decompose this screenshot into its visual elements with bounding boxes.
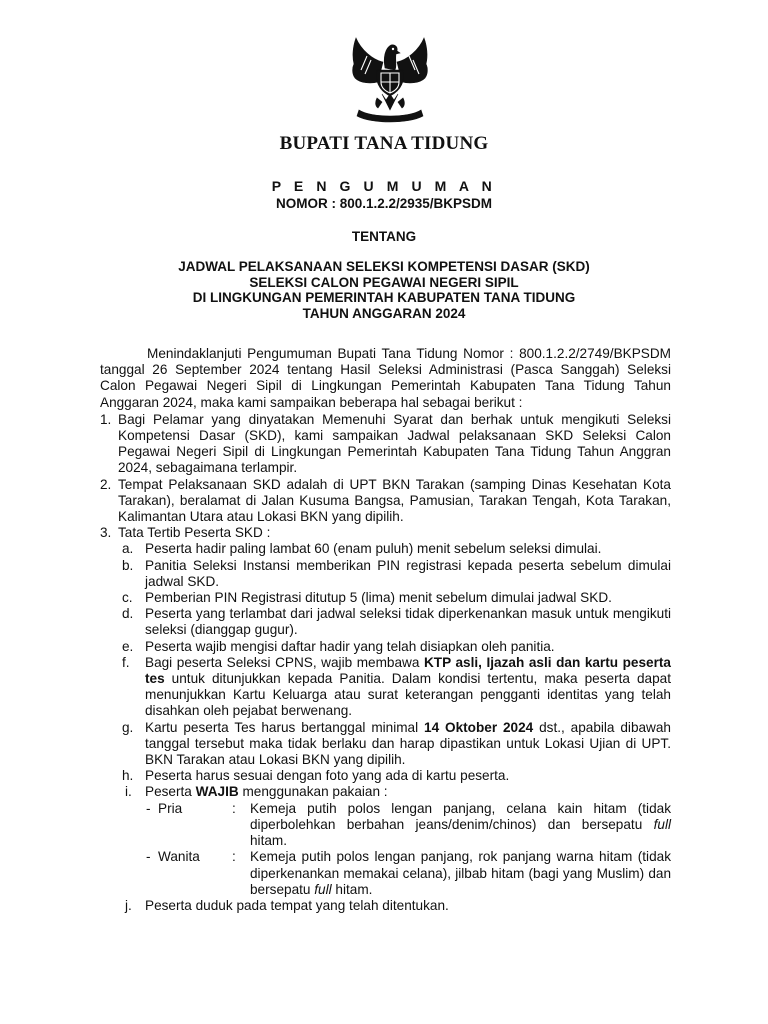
rule-marker: g. [122, 719, 134, 735]
rule-marker: i. [125, 784, 132, 800]
rule-marker: a. [122, 541, 134, 557]
attire-text: Kemeja putih polos lengan panjang, rok panjang warna hitam (tidak diperkenankan memakai celana), jilbab hitam (bagi yang Muslim) dan bersepatu [250, 849, 671, 897]
attire-dash: - [146, 849, 151, 865]
subject-line: SELEKSI CALON PEGAWAI NEGERI SIPIL [249, 274, 519, 290]
rule-text: Peserta duduk pada tempat yang telah ditentukan. [145, 897, 449, 913]
regent-title: BUPATI TANA TIDUNG [279, 133, 489, 154]
rule-marker: c. [122, 590, 133, 606]
rule-item-i [100, 784, 671, 800]
item-text: Tempat Pelaksanaan SKD adalah di UPT BKN Tarakan (samping Dinas Kesehatan Kota Tarakan), beralamat di Jalan Kusuma Bangsa, Pamusian, Tarakan Tengah, Kota Tarakan, Kalimantan Utara atau Lokasi BKN yang dipilih. [118, 476, 671, 525]
rule-text: Peserta yang terlambat dari jadwal seleksi tidak diperkenankan masuk untuk mengikuti seleksi (dianggap gugur). [145, 606, 671, 638]
attire-item-female [146, 849, 671, 898]
rule-item-g [100, 720, 671, 769]
attire-text: Kemeja putih polos lengan panjang, celana kain hitam (tidak diperbolehkan berbahan jeans/denim/chinos) dan bersepatu [250, 800, 671, 832]
rule-text: untuk ditunjukkan kepada Panitia. Dalam kondisi tertentu, maka peserta dapat menunjukkan Kartu Keluarga atau surat keterangan pengganti identitas yang telah disahkan oleh pejabat berwenang. [145, 671, 671, 719]
rule-item-j [100, 898, 671, 914]
subject-line: TAHUN ANGGARAN 2024 [302, 305, 466, 321]
attire-dash: - [146, 800, 151, 816]
attire-emphasis: full [314, 881, 332, 897]
rule-item-h [100, 768, 671, 784]
rule-text: Peserta harus sesuai dengan foto yang ada di kartu peserta. [145, 768, 510, 784]
rule-item-e [100, 639, 671, 655]
attire-text: hitam. [250, 833, 288, 849]
subject-line: DI LINGKUNGAN PEMERINTAH KABUPATEN TANA TIDUNG [192, 290, 576, 305]
subject-heading [0, 259, 768, 321]
rule-marker: j. [125, 897, 132, 913]
rule-text: menggunakan pakaian : [238, 784, 388, 800]
attire-colon: : [232, 849, 236, 865]
rule-emphasis: 14 Oktober 2024 [424, 719, 534, 735]
attire-label: Wanita [158, 849, 200, 865]
rule-text: Kartu peserta Tes harus bertanggal minimal [145, 719, 425, 735]
rule-marker: h. [122, 768, 134, 784]
item-marker: 3. [100, 525, 112, 541]
rule-text: dst., apabila dibawah tanggal tersebut maka tidak berlaku dan harap dipastikan untuk Lokasi Ujian di UPT. BKN Tarakan atau Lokasi BKN yang dipilih. [145, 719, 671, 768]
attire-emphasis: full [653, 816, 671, 832]
rule-marker: d. [122, 606, 134, 622]
numbered-item [100, 477, 671, 526]
attire-text: hitam. [331, 881, 373, 897]
rule-marker: f. [122, 654, 130, 670]
rule-text: Pemberian PIN Registrasi ditutup 5 (lima) menit sebelum dimulai jadwal SKD. [145, 590, 612, 606]
attire-label: Pria [158, 800, 183, 816]
rule-text: Panitia Seleksi Instansi memberikan PIN registrasi kepada peserta sebelum dimulai jadwal SKD. [145, 557, 671, 589]
rule-item-b [100, 558, 671, 590]
numbered-item [100, 525, 671, 541]
rule-marker: e. [122, 638, 134, 654]
rule-emphasis: KTP asli, Ijazah asli dan kartu peserta tes [145, 654, 671, 687]
item-marker: 2. [100, 476, 112, 492]
item-marker: 1. [100, 411, 112, 427]
attire-item-male [146, 801, 671, 850]
rule-item-f [100, 655, 671, 720]
rule-text: Peserta wajib mengisi daftar hadir yang telah disiapkan oleh panitia. [145, 638, 555, 654]
announcement-number: NOMOR : 800.1.2.2/2935/BKPSDM [275, 196, 493, 211]
attire-colon: : [232, 800, 236, 816]
announcement-body [100, 346, 671, 914]
rule-text: Bagi peserta Seleksi CPNS, wajib membawa [145, 654, 424, 670]
item-text: Bagi Pelamar yang dinyatakan Memenuhi Syarat dan berhak untuk mengikuti Seleksi Kompetensi Dasar (SKD), kami sampaikan Jadwal pelaksanaan SKD Seleksi Calon Pegawai Negeri Sipil di Lingkungan Pemerintah Kabupaten Tana Tidung Tahun Anggran 2024, sebagaimana terlampir. [118, 411, 671, 476]
garuda-emblem-icon [347, 36, 433, 124]
subject-line: JADWAL PELAKSANAAN SELEKSI KOMPETENSI DASAR (SKD) [178, 259, 590, 274]
announcement-title: P E N G U M U M A N [271, 178, 497, 194]
rule-item-a [100, 541, 671, 557]
numbered-item [100, 412, 671, 477]
rule-text: Peserta hadir paling lambat 60 (enam puluh) menit sebelum seleksi dimulai. [145, 541, 602, 557]
rule-text: Peserta [145, 784, 196, 800]
intro-paragraph: Menindaklanjuti Pengumuman Bupati Tana Tidung Nomor : 800.1.2.2/2749/BKPSDM tanggal 26 September 2024 tentang Hasil Seleksi Administrasi (Pasca Sanggah) Seleksi Calon Pegawai Negeri Sipil di Lingkungan Pemerintah Kabupaten Tana Tidung Tahun Anggaran 2024, maka kami sampaikan beberapa hal sebagai berikut : [100, 346, 671, 410]
rule-emphasis: WAJIB [195, 784, 239, 800]
rule-marker: b. [122, 557, 134, 573]
about-heading: TENTANG [351, 229, 417, 244]
item-text: Tata Tertib Peserta SKD : [118, 525, 271, 541]
rule-item-c [100, 590, 671, 606]
rule-item-d [100, 606, 671, 638]
